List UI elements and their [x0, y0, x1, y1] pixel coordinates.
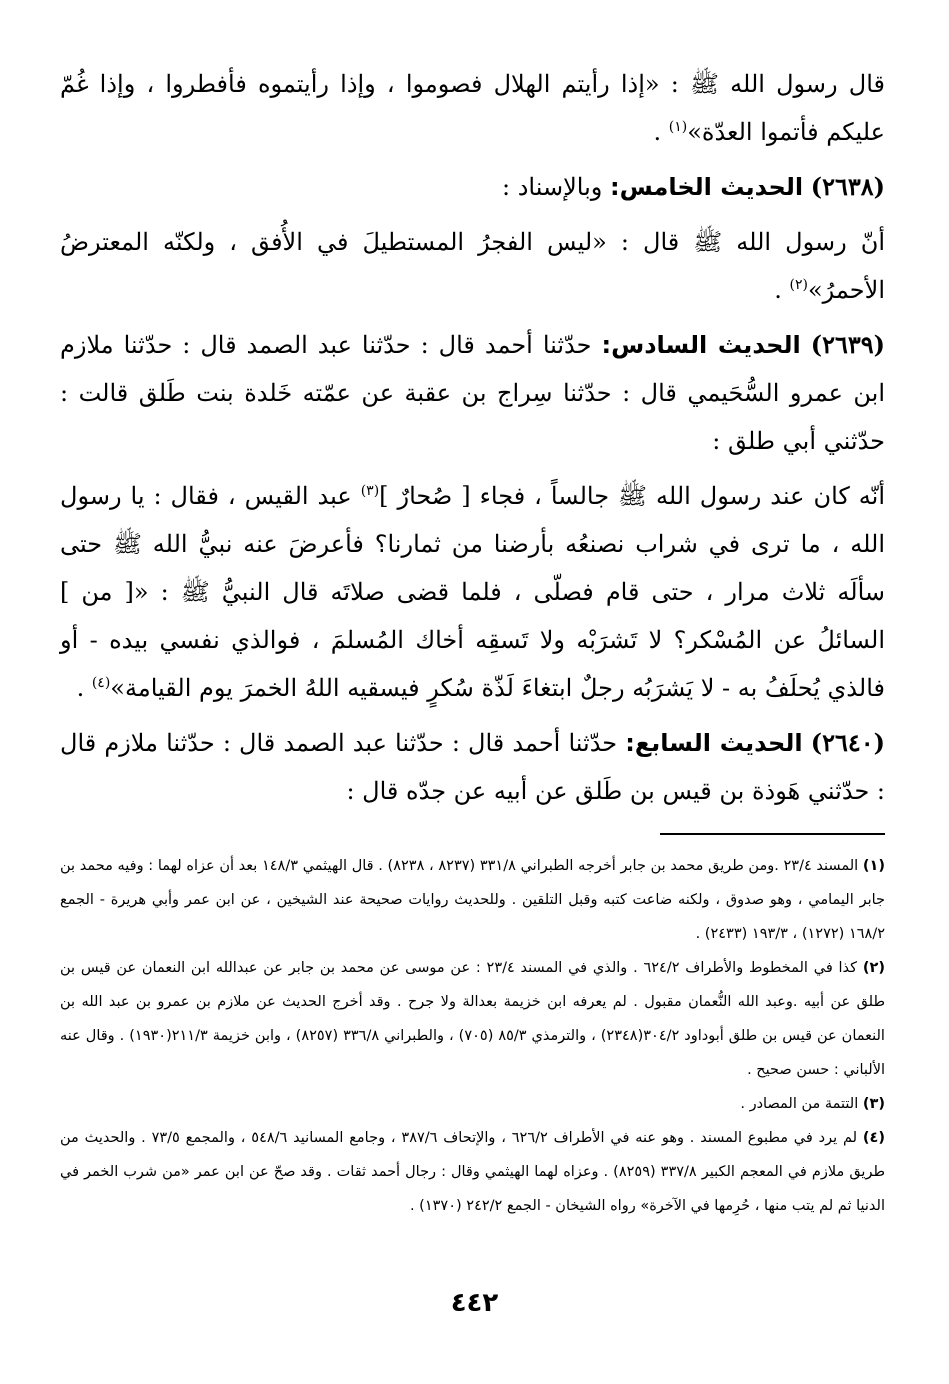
page-number: ٤٤٢: [450, 1288, 499, 1318]
hadith-title: الحديث السادس:: [601, 331, 801, 359]
hadith-number: (٢٦٤٠): [810, 728, 885, 757]
footnote-ref-2: (٢): [789, 277, 808, 293]
footnote-ref-4: (٤): [91, 675, 111, 691]
hadith-number: (٢٦٣٨): [810, 172, 885, 201]
hadith-text-2638: أنّ رسول الله ﷺ قال : «ليس الفجرُ المستطيلَ في الأُفق ، ولكنّه المعترضُ الأحمرُ»$^{(٢)}$ .: [60, 228, 885, 304]
hadith-number: (٢٦٣٩): [810, 330, 885, 359]
footnotes: [60, 849, 885, 1223]
footnote: (٢) كذا في المخطوط والأطراف ٦٢٤/٢ . والذي في المسند ٢٣/٤ : عن موسى عن محمد بن جابر عن عبدالله ابن النعمان عن قيس بن طلق عن أبيه .وعبد الله النُّعمان مقبول . لم يعرفه ابن خزيمة بعدالة ولا جرح . وقد أخرج الحديث عن ملازم بن عمرو بن عبد الله بن النعمان عن قيس بن طلق أبوداود ٣٠٤/٢(٢٣٤٨) ، والترمذي ٨٥/٣ (٧٠٥) ، والطبراني ٣٣٦/٨ (٨٢٥٧) ، وابن خزيمة ٢١١/٣(١٩٣٠) . وقال عنه الألباني : حسن صحيح .: [60, 960, 885, 1078]
hadith-text-2637: قال رسول الله ﷺ : «إذا رأيتم الهلال فصوموا ، وإذا رأيتموه فأفطروا ، وإذا غُمّ عليكم فأتموا العدّة»$^{(١)}$ .: [60, 70, 885, 146]
footnote-separator: [660, 833, 885, 835]
footnote: (٤) لم يرد في مطبوع المسند . وهو عنه في الأطراف ٦٢٦/٢ ، والإتحاف ٣٨٧/٦ ، وجامع المسانيد ٥٤٨/٦ ، والمجمع ٧٣/٥ . والحديث من طريق ملازم في المعجم الكبير ٣٣٧/٨ (٨٢٥٩) . وعزاه لهما الهيثمي وقال : رجال أحمد ثقات . وقد صحّ عن ابن عمر «من شرب الخمر في الدنيا ثم لم يتب منها ، حُرِمها في الآخرة» رواه الشيخان - الجمع ٢٤٢/٢ (١٣٧٠) .: [60, 1130, 886, 1214]
footnote: (١) المسند ٢٣/٤ .ومن طريق محمد بن جابر أخرجه الطبراني ٣٣١/٨ (٨٢٣٧ ، ٨٢٣٨) . قال الهيثمي ١٤٨/٣ بعد أن عزاه لهما : وفيه محمد بن جابر اليمامي ، وهو صدوق ، ولكنه ضاعت كتبه وقبل التلقين . وللحديث روايات صحيحة عند الشيخين ، عن ابن عمر وأبي هريرة - الجمع ١٦٨/٢ (١٢٧٢) ، ١٩٣/٣ (٢٤٣٣) .: [60, 858, 885, 942]
hadith-heading-2639: (٢٦٣٩) الحديث السادس: حدّثنا أحمد قال : حدّثنا عبد الصمد قال : حدّثنا ملازم ابن عمرو السُّحَيمي قال : حدّثنا سِراج بن عقبة عن عمّته خَلدة بنت طَلق قالت : حدّثني أبي طلق :: [60, 330, 885, 455]
footnote-number: (٣): [862, 1096, 885, 1112]
footnote-ref-1: (١): [668, 119, 688, 135]
hadith-heading-2640: (٢٦٤٠) الحديث السابع: حدّثنا أحمد قال : حدّثنا عبد الصمد قال : حدّثنا ملازم قال : حدّثني هَوذة بن قيس بن طَلق عن أبيه عن جدّه قال :: [60, 728, 885, 805]
footnote-ref-3: (٣): [360, 483, 380, 499]
hadith-heading-2638: (٢٦٣٨) الحديث الخامس: وبالإسناد :: [502, 172, 885, 201]
hadith-title: الحديث الخامس:: [609, 173, 804, 201]
footnote-number: (١): [862, 858, 885, 874]
footnote: (٣) التتمة من المصادر .: [740, 1096, 885, 1112]
footnote-number: (٤): [862, 1130, 886, 1146]
main-text: [60, 60, 885, 815]
footnote-number: (٢): [862, 960, 885, 976]
hadith-text-2639: أنّه كان عند رسول الله ﷺ جالساً ، فجاء [ صُحارٌ ]$^{(٣)}$ عبد القيس ، فقال : يا رسول الله ، ما ترى في شراب نصنعُه بأرضنا من ثمارنا؟ فأعرضَ عنه نبيُّ الله ﷺ حتى سألَه ثلاث مرار ، حتى قام فصلّى ، فلما قضى صلاتَه قال النبيُّ ﷺ : «[ من ] السائلُ عن المُسْكر؟ لا تَشرَبْه ولا تَسقِه أخاك المُسلمَ ، فوالذي نفسي بيده - أو فالذي يُحلَفُ به - لا يَشرَبُه رجلٌ ابتغاءَ لَذّة سُكرٍ فيسقيه اللهُ الخمرَ يوم القيامة»$^{(٤)}$ .: [60, 482, 886, 702]
book-page: [60, 60, 885, 1223]
hadith-title: الحديث السابع:: [625, 729, 803, 757]
